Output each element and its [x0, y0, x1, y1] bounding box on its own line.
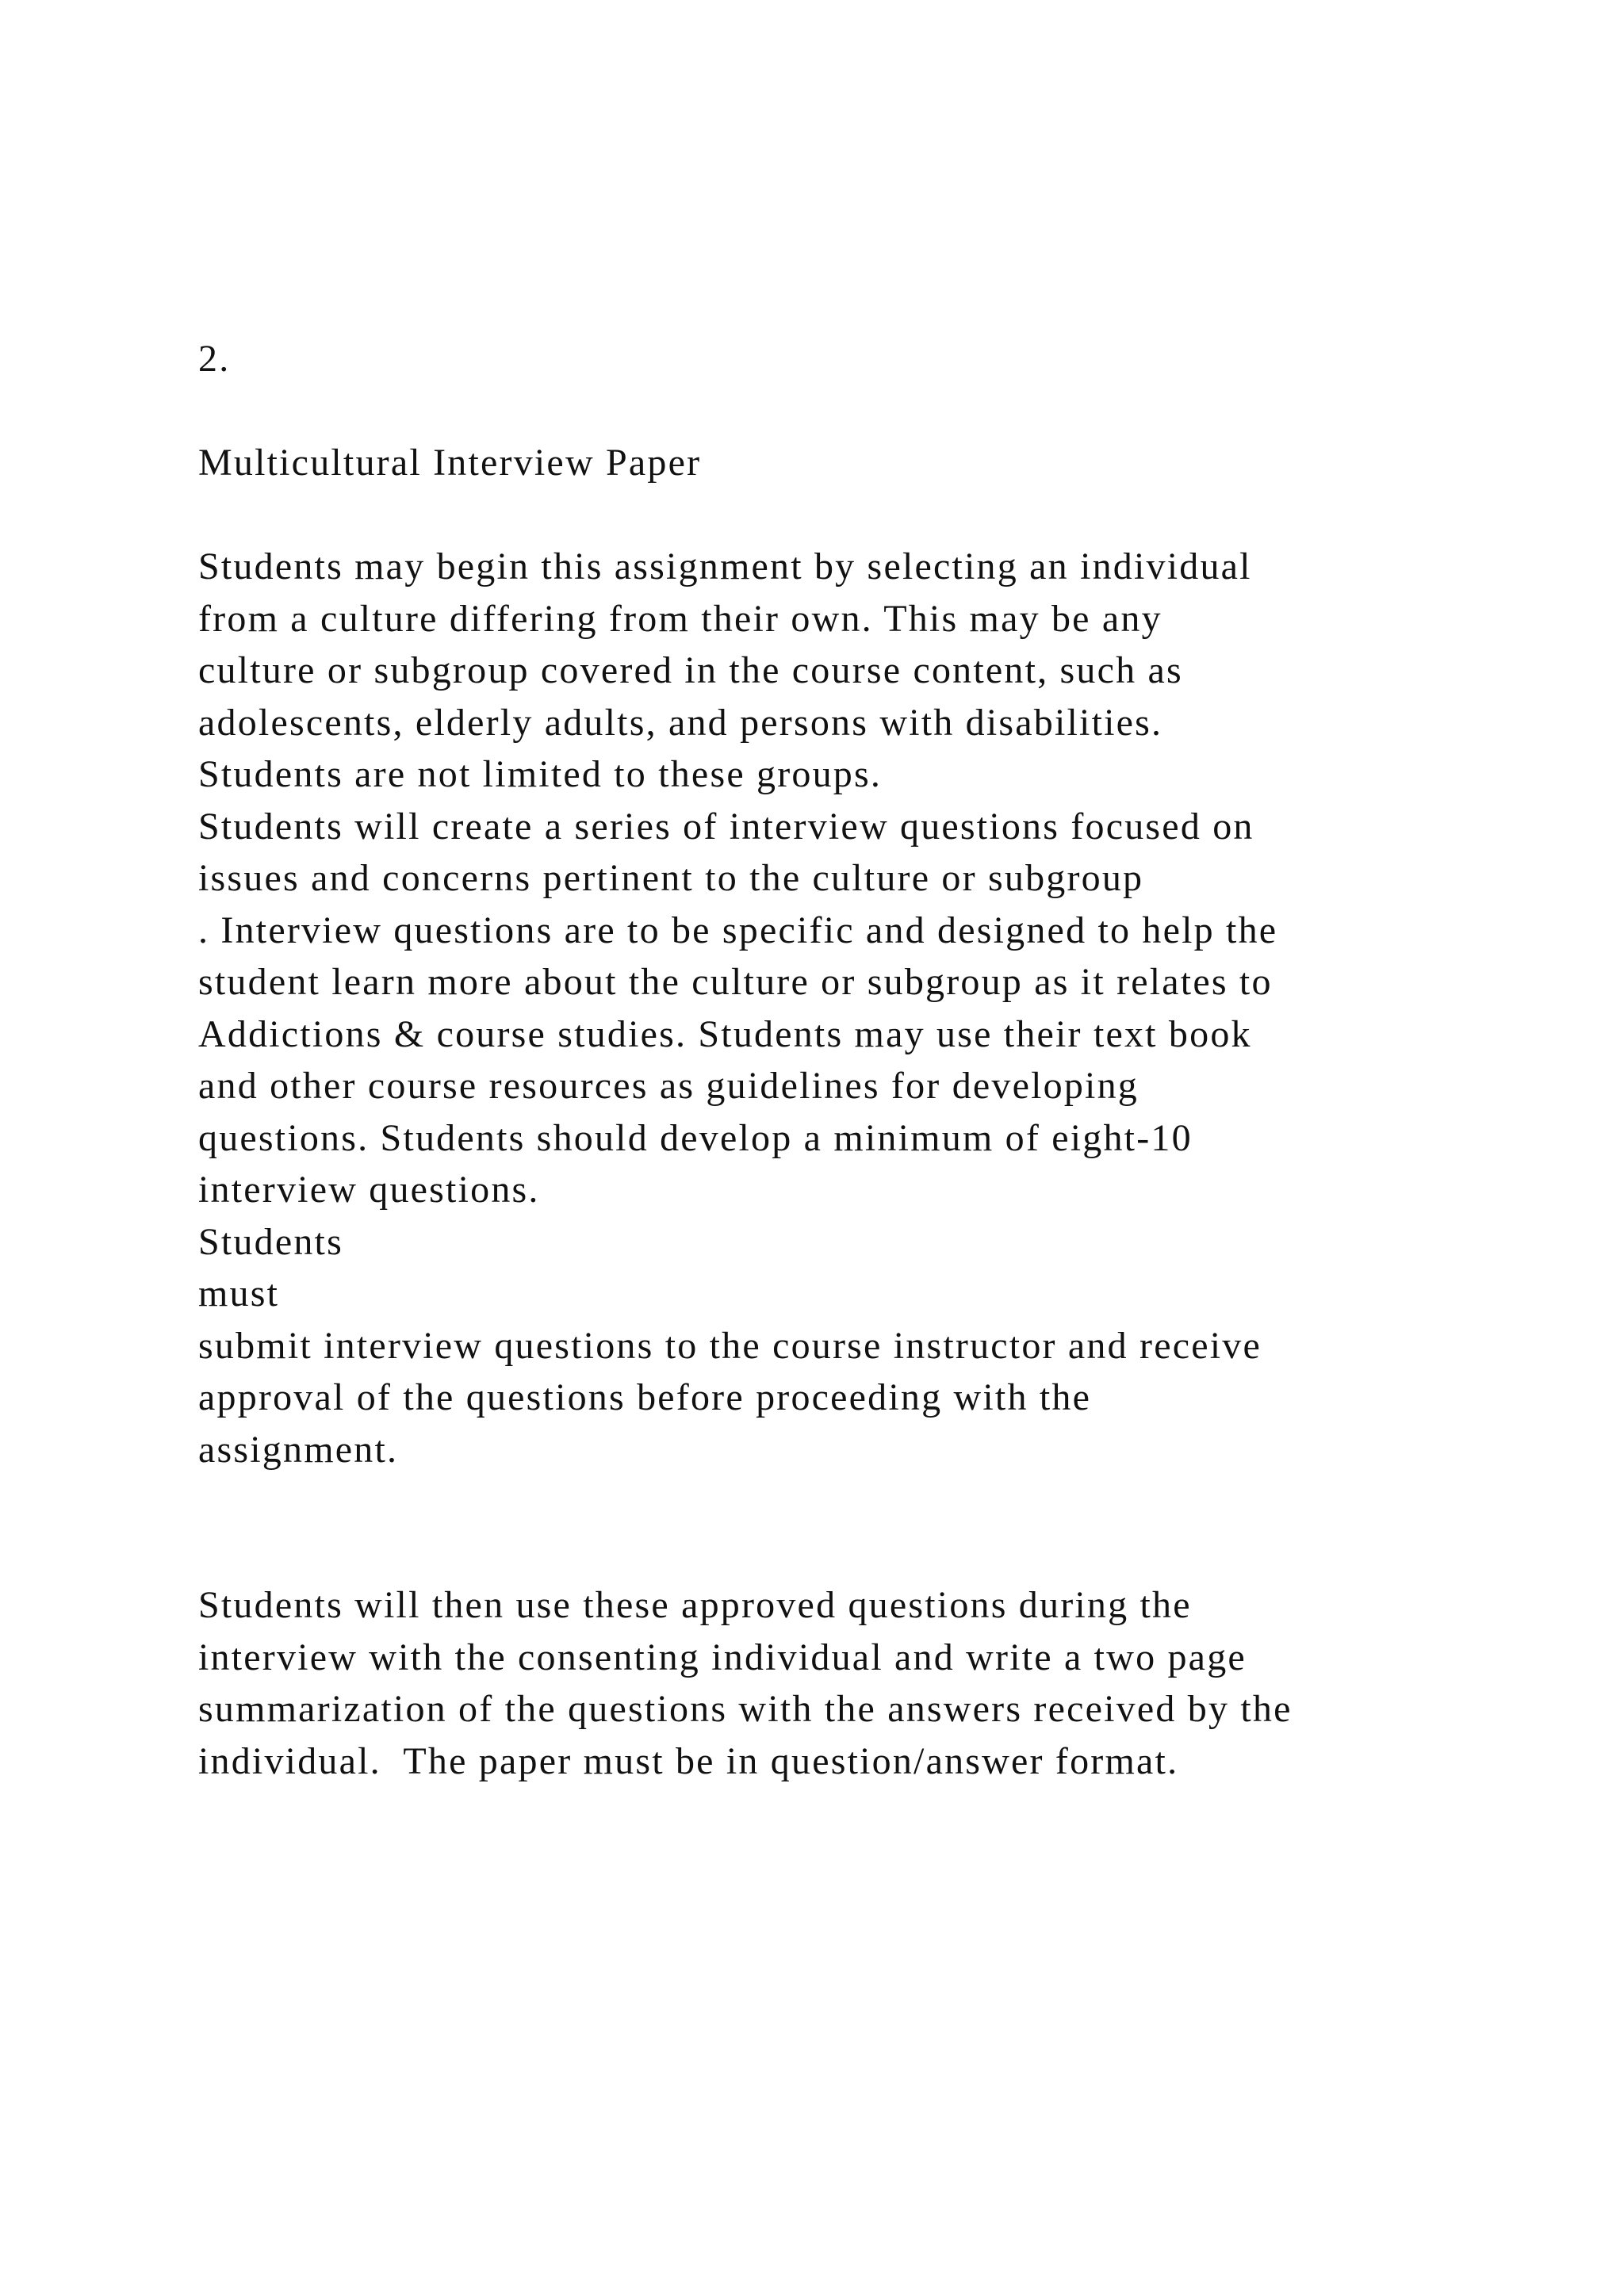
text-line: Students [198, 1220, 343, 1263]
text-line: must [198, 1272, 280, 1314]
document-title: Multicultural Interview Paper [198, 442, 702, 484]
text-line: submit interview questions to the course instructor and receive [198, 1324, 1262, 1367]
paragraph-2 [198, 1579, 1546, 1787]
text-line: summarization of the questions with the answers received by the [198, 1688, 1293, 1730]
text-line: approval of the questions before proceeding with the [198, 1376, 1092, 1418]
text-line: culture or subgroup covered in the course content, such as [198, 649, 1183, 691]
paragraph-1 [198, 541, 1546, 1475]
text-line: Students will then use these approved questions during the [198, 1584, 1192, 1626]
text-line: . Interview questions are to be specific and designed to help the [198, 909, 1278, 951]
text-line: interview questions. [198, 1169, 540, 1211]
text-line: Students will create a series of interview questions focused on [198, 805, 1254, 848]
text-line: questions. Students should develop a minimum of eight-10 [198, 1116, 1193, 1159]
text-line: interview with the consenting individual and write a two page [198, 1636, 1247, 1678]
text-line: from a culture differing from their own. This may be any [198, 597, 1162, 640]
spacer [198, 1475, 1546, 1579]
spacer [198, 489, 1546, 541]
text-line: student learn more about the culture or subgroup as it relates to [198, 961, 1273, 1003]
text-line: issues and concerns pertinent to the culture or subgroup [198, 857, 1144, 899]
text-line: Students are not limited to these groups. [198, 753, 883, 795]
text-line: Students may begin this assignment by selecting an individual [198, 545, 1252, 587]
text-line: assignment. [198, 1428, 399, 1471]
text-line: individual. The paper must be in question/answer format. [198, 1739, 1179, 1782]
text-line: adolescents, elderly adults, and persons with disabilities. [198, 701, 1163, 744]
section-number: 2. [198, 338, 231, 380]
document-body [198, 333, 1546, 1787]
text-line: Addictions & course studies. Students may use their text book [198, 1012, 1252, 1055]
spacer [198, 385, 1546, 438]
text-line: and other course resources as guidelines for developing [198, 1065, 1139, 1107]
